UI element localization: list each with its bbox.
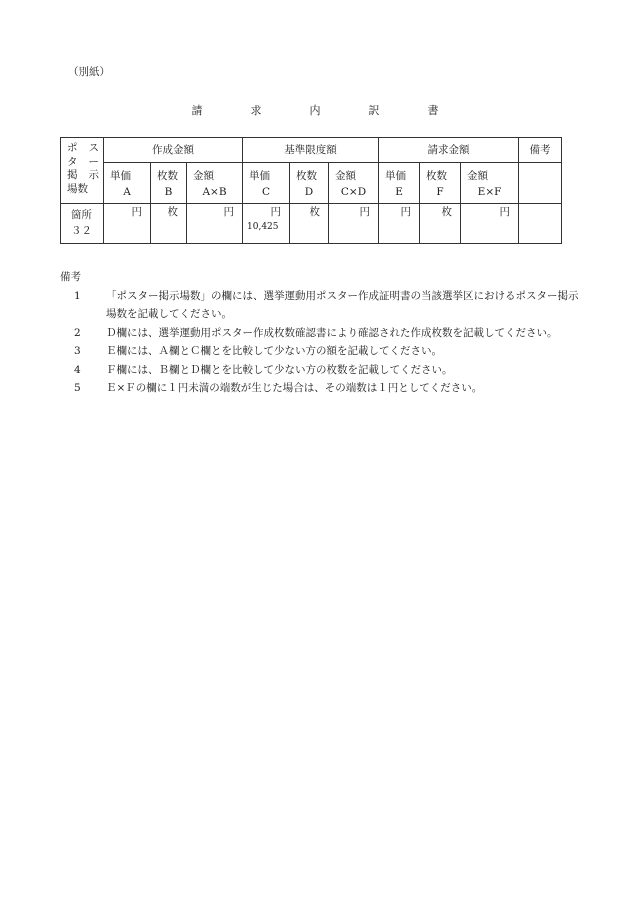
- note-item: 3 Ｅ欄には、Ａ欄とＣ欄とを比較して少ない方の額を記載してください。: [74, 345, 442, 357]
- document-title: [0, 102, 630, 118]
- subheader-amount-exf: 金額 E×F: [461, 163, 519, 204]
- claim-breakdown-table: [60, 137, 562, 244]
- subheader-amount-cxd: 金額 C×D: [329, 163, 379, 204]
- note-item: 4 Ｆ欄には、Ｂ欄とＤ欄とを比較して少ない方の枚数を記載してください。: [74, 363, 453, 376]
- subheader-unit-price-c: 単価 C: [243, 163, 290, 204]
- notes-heading: 備考: [60, 271, 81, 283]
- poster-sites-header: ポ ス タ ー 掲 示 場数: [61, 138, 104, 204]
- amount-exf-cell: 円: [461, 204, 519, 244]
- unit-price-e-cell: 円: [379, 204, 420, 244]
- title-char: 請: [191, 104, 203, 117]
- title-char: 書: [427, 104, 439, 117]
- amount-cxd-cell: 円: [329, 204, 379, 244]
- remarks-cell: [519, 204, 562, 244]
- subheader-unit-price-e: 単価 E: [379, 163, 420, 204]
- remarks-subheader-cell: [519, 163, 562, 204]
- subheader-count-b: 枚数 B: [151, 163, 187, 204]
- count-b-cell: 枚: [151, 204, 187, 244]
- unit-price-a-cell: 円: [104, 204, 151, 244]
- note-item: 2 Ｄ欄には、選挙運動用ポスター作成枚数確認書により確認された作成枚数を記載してください。: [74, 326, 558, 339]
- title-char: 訳: [368, 104, 380, 117]
- unit-price-c-cell: 円 10,425: [243, 204, 290, 244]
- count-f-cell: 枚: [420, 204, 461, 244]
- limit-amount-header: 基準限度額: [243, 138, 379, 163]
- title-char: 求: [250, 104, 262, 117]
- claim-amount-header: 請求金額: [379, 138, 519, 163]
- subheader-amount-axb: 金額 A×B: [187, 163, 243, 204]
- poster-sites-value: 箇所 ３２: [61, 204, 104, 244]
- remarks-header: 備考: [519, 138, 562, 163]
- production-amount-header: 作成金額: [104, 138, 243, 163]
- notes-section: [60, 268, 586, 398]
- subheader-count-d: 枚数 D: [290, 163, 329, 204]
- subheader-unit-price-a: 単価 A: [104, 163, 151, 204]
- attachment-label: （別紙）: [68, 66, 110, 78]
- title-char: 内: [309, 104, 321, 117]
- note-item: 1 「ポスター掲示場数」の欄には、選挙運動用ポスター作成証明書の当該選挙区におけるポスター掲示場数を記載してください。: [74, 289, 579, 320]
- amount-axb-cell: 円: [187, 204, 243, 244]
- note-item: 5 Ｅ×Ｆの欄に１円未満の端数が生じた場合は、その端数は１円としてください。: [74, 382, 483, 394]
- limit-unit-price-value: 10,425: [247, 222, 279, 232]
- subheader-count-f: 枚数 F: [420, 163, 461, 204]
- count-d-cell: 枚: [290, 204, 329, 244]
